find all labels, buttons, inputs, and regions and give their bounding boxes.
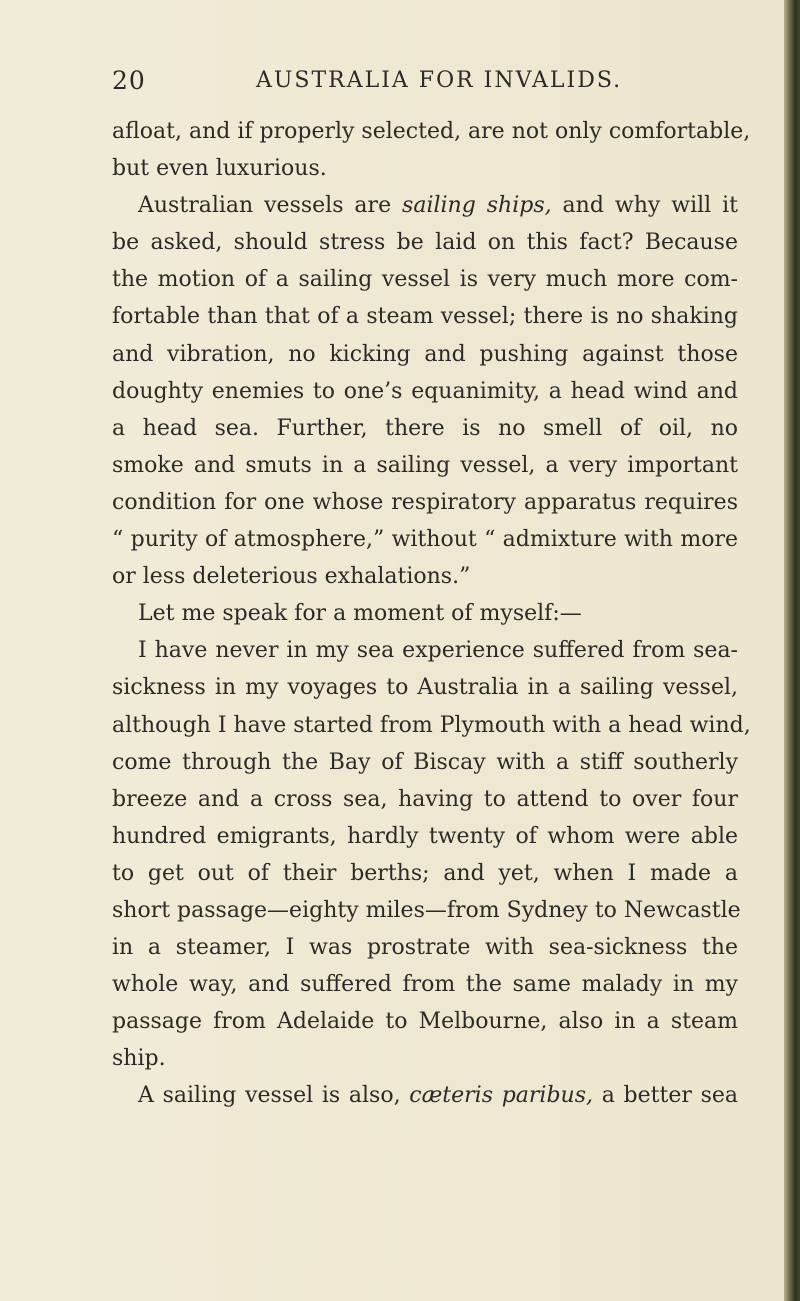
text-line: ship. <box>112 1046 166 1072</box>
text-line: the motion of a sailing vessel is very much more com- <box>112 267 738 293</box>
text-line: afloat, and if properly selected, are not only comfortable, <box>112 119 751 144</box>
binding-edge <box>784 0 800 1301</box>
text-segment: a better sea <box>593 1083 738 1109</box>
page-number: 20 <box>112 66 146 95</box>
body-text <box>112 113 751 1115</box>
text-line: Let me speak for a moment of myself:— <box>138 601 582 627</box>
text-line: be asked, should stress be laid on this fact? Because <box>112 230 738 256</box>
text-line: I have never in my sea experience suffered from sea- <box>138 638 738 664</box>
text-segment: Australian vessels are <box>138 193 403 219</box>
text-line: a head sea. Further, there is no smell of oil, no <box>112 415 738 441</box>
running-head: AUSTRALIA FOR INVALIDS. <box>256 68 623 93</box>
text-line <box>112 187 738 224</box>
italic-text: sailing ships, <box>402 193 552 219</box>
page-header <box>112 66 732 102</box>
text-line: sickness in my voyages to Australia in a sailing vessel, <box>112 675 738 701</box>
text-line: although I have started from Plymouth with a head wind, <box>112 712 751 738</box>
text-segment: A sailing vessel is also, <box>138 1083 410 1109</box>
text-line: “ purity of atmosphere,” without “ admixture with more <box>112 527 738 553</box>
text-line: short passage—eighty miles—from Sydney to Newcastle <box>112 897 741 923</box>
text-line: or less deleterious exhalations.” <box>112 564 471 590</box>
text-line: but even luxurious. <box>112 156 327 182</box>
text-line <box>112 1077 738 1114</box>
text-line: condition for one whose respiratory apparatus requires <box>112 489 738 515</box>
text-line: breeze and a cross sea, having to attend to over four <box>112 786 738 812</box>
italic-text: cæteris paribus, <box>409 1083 593 1109</box>
text-line: and vibration, no kicking and pushing against those <box>112 341 738 367</box>
text-segment: and why will it <box>551 193 738 219</box>
text-line: smoke and smuts in a sailing vessel, a very important <box>112 452 738 478</box>
text-line: passage from Adelaide to Melbourne, also in a steam <box>112 1009 738 1035</box>
text-line: come through the Bay of Biscay with a stiff southerly <box>112 749 738 775</box>
text-line: whole way, and suffered from the same malady in my <box>112 972 738 998</box>
text-line: in a steamer, I was prostrate with sea-sickness the <box>112 935 738 961</box>
text-line: doughty enemies to one’s equanimity, a head wind and <box>112 378 738 404</box>
text-line: to get out of their berths; and yet, when I made a <box>112 860 738 886</box>
text-line: fortable than that of a steam vessel; there is no shaking <box>112 304 738 330</box>
text-line: hundred emigrants, hardly twenty of whom were able <box>112 823 738 849</box>
